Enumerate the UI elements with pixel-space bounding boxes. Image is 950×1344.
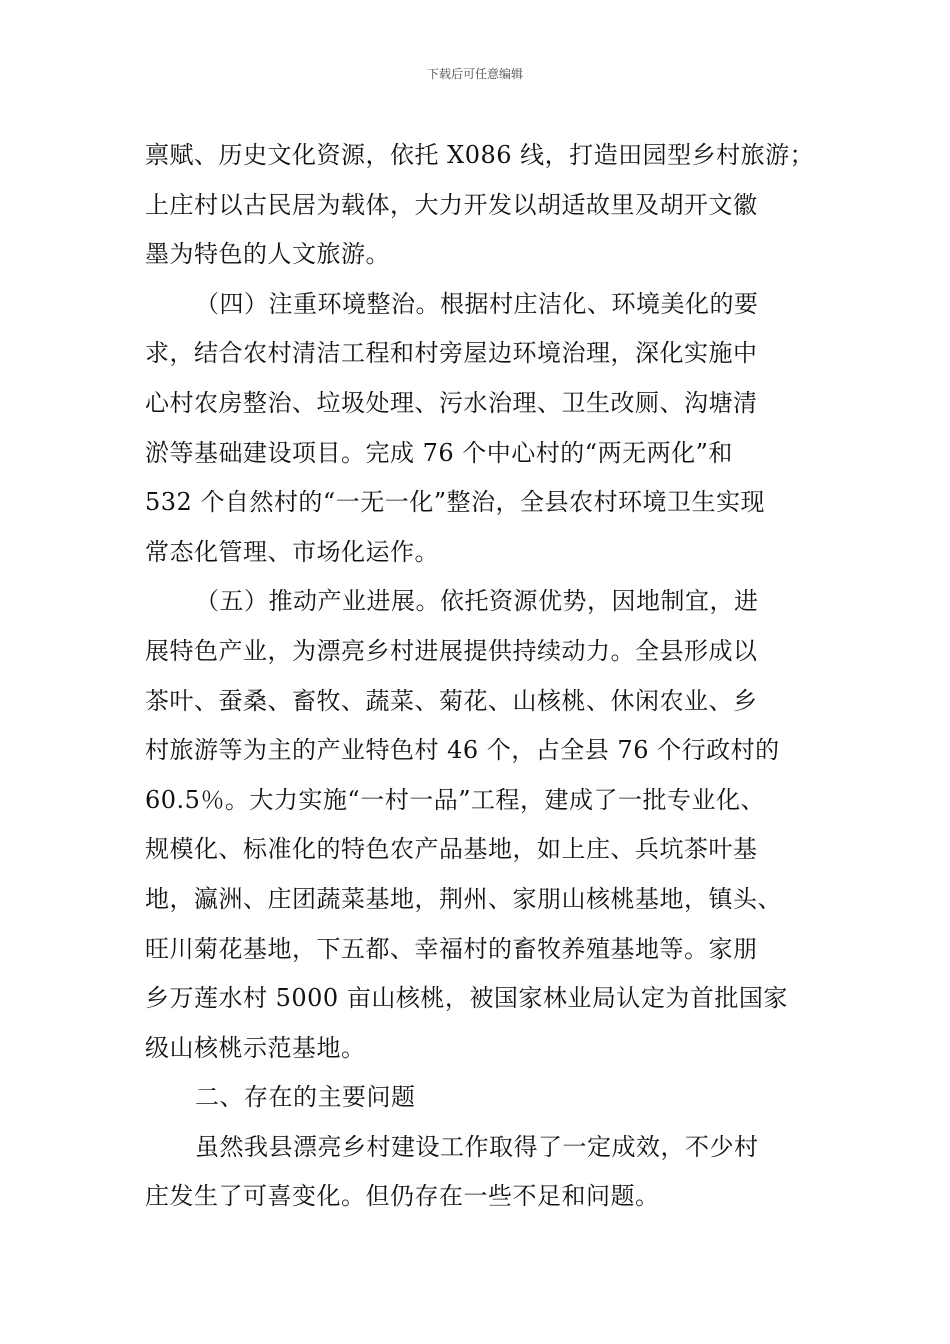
text-line: 茶叶、蚕桑、畜牧、蔬菜、菊花、山核桃、休闲农业、乡 xyxy=(145,686,758,715)
text-line: 求，结合农村清洁工程和村旁屋边环境治理，深化实施中 xyxy=(145,339,758,368)
text-line: 地，瀛洲、庄团蔬菜基地，荆州、家朋山核桃基地，镇头、 xyxy=(145,884,782,913)
text-line: 上庄村以古民居为载体，大力开发以胡适故里及胡开文徽 xyxy=(145,190,758,219)
paragraph-start-problems: 虽然我县漂亮乡村建设工作取得了一定成效，不少村 xyxy=(195,1132,759,1161)
text-line: 532 个自然村的“一无一化”整治，全县农村环境卫生实现 xyxy=(145,488,765,517)
text-line: 乡万莲水村 5000 亩山核桃，被国家林业局认定为首批国家 xyxy=(145,984,788,1013)
section-heading-problems: 二、存在的主要问题 xyxy=(195,1083,416,1112)
text-line: 淤等基础建设项目。完成 76 个中心村的“两无两化”和 xyxy=(145,438,733,467)
text-line: 旺川菊花基地，下五都、幸福村的畜牧养殖基地等。家朋 xyxy=(145,934,758,963)
text-line: 展特色产业，为漂亮乡村进展提供持续动力。全县形成以 xyxy=(145,636,758,665)
text-line: 心村农房整治、垃圾处理、污水治理、卫生改厕、沟塘清 xyxy=(145,388,758,417)
text-line: 禀赋、历史文化资源，依托 X086 线，打造田园型乡村旅游； xyxy=(145,141,815,169)
paragraph-start-section-four: （四）注重环境整治。根据村庄洁化、环境美化的要 xyxy=(195,289,759,318)
text-line: 村旅游等为主的产业特色村 46 个，占全县 76 个行政村的 xyxy=(145,736,780,765)
text-line: 60.5％。大力实施“一村一品”工程，建成了一批专业化、 xyxy=(145,785,765,814)
text-line: 级山核桃示范基地。 xyxy=(145,1033,366,1062)
text-line: 庄发生了可喜变化。但仍存在一些不足和问题。 xyxy=(145,1182,660,1211)
text-line: 墨为特色的人文旅游。 xyxy=(145,240,390,269)
text-line: 规模化、标准化的特色农产品基地，如上庄、兵坑茶叶基 xyxy=(145,835,758,864)
text-line: 常态化管理、市场化运作。 xyxy=(145,537,439,566)
document-body xyxy=(145,131,825,1222)
paragraph-start-section-five: （五）推动产业进展。依托资源优势，因地制宜，进 xyxy=(195,587,759,616)
page-header: 下载后可任意编辑 xyxy=(426,67,523,81)
